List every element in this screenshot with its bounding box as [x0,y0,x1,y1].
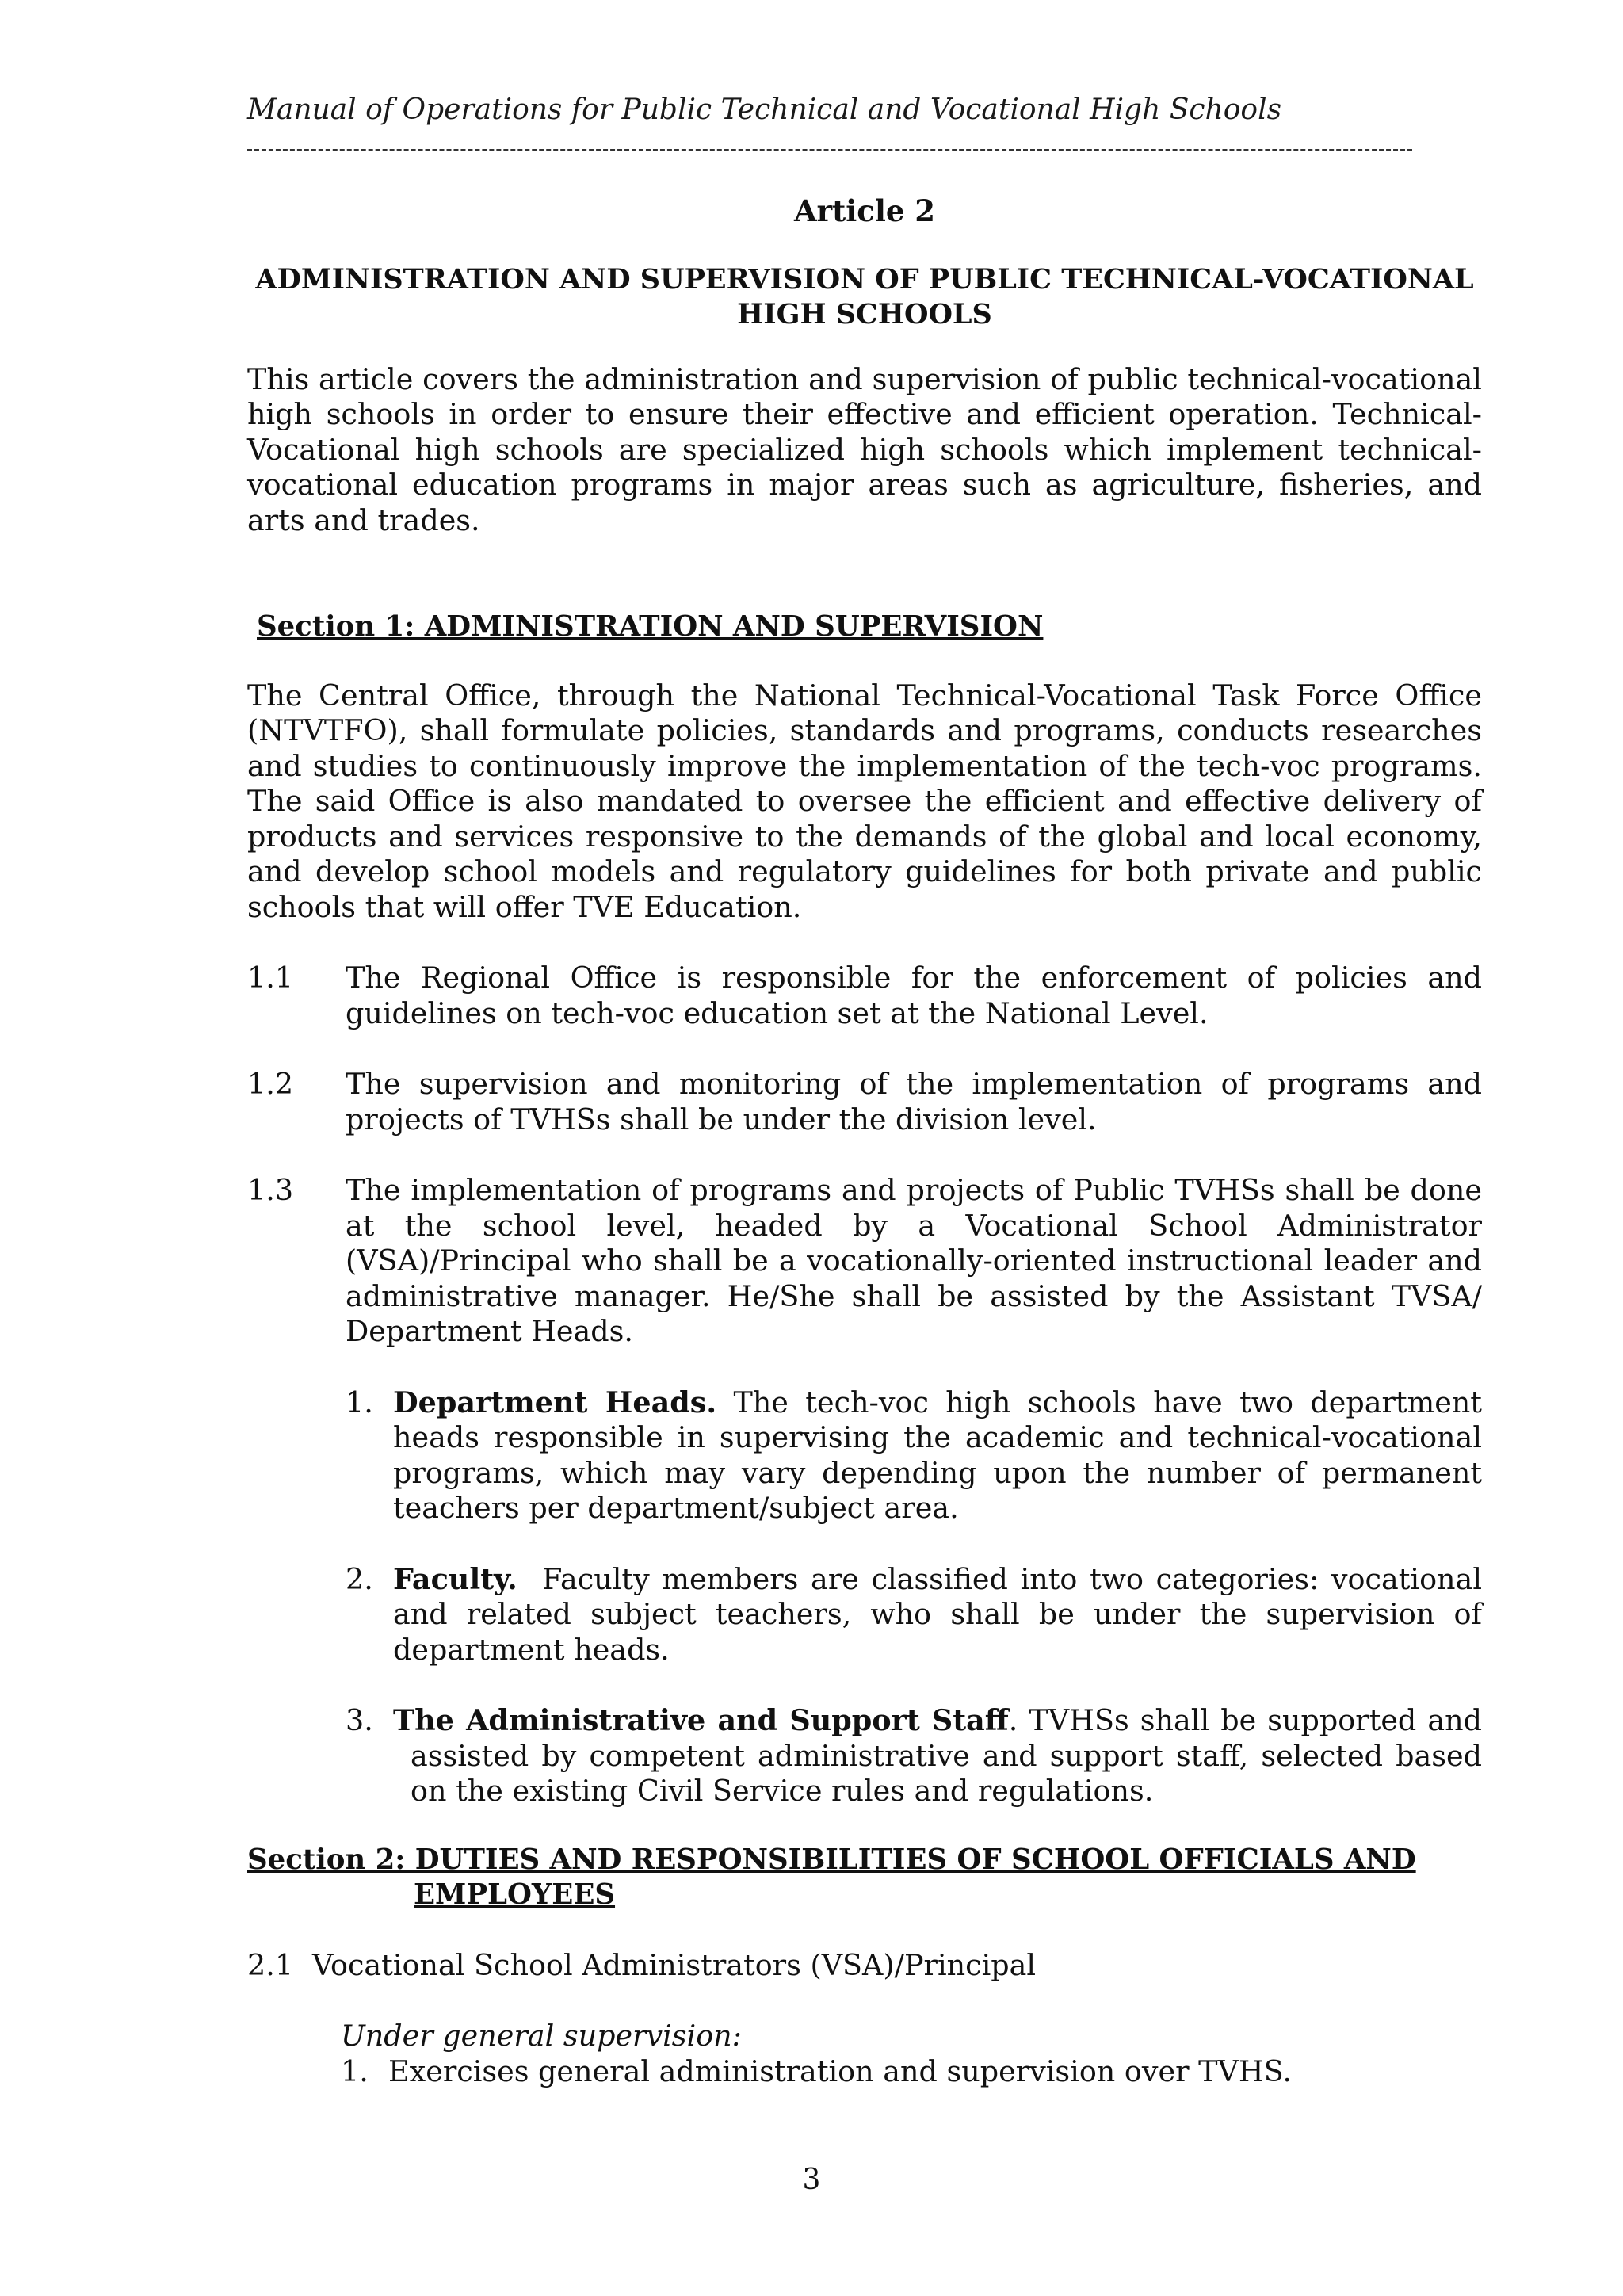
sub-item-label: Department Heads. [393,1385,717,1419]
sub-item-label: The Administrative and Support Staff [393,1703,1009,1737]
sub-item-number: 3. [346,1703,373,1737]
section1-heading: Section 1: ADMINISTRATION AND SUPERVISION [257,610,1044,643]
section1-paragraph: The Central Office, through the National Technical-Vocational Task Force Office (NTVTFO), shall formulate policies, standards and programs, conducts researches and studies to continuously improve the implementation of the tech-voc programs. The said Office is also mandated to oversee the efficient and effective delivery of products and services responsive to the demands of the global and local economy, and develop school models and regulatory guidelines for both private and public schools that will offer TVE Education. [247,678,1482,924]
subsection-number: 2.1 [247,1947,294,1982]
list-item-number: 1.2 [247,1067,294,1101]
sub-item-number: 2. [346,1561,373,1596]
duty-number: 1. [341,2053,369,2088]
sub-list-item [346,1385,1482,1526]
sub-list [346,1385,1491,1809]
sub-list-item [346,1561,1491,1668]
header-divider [247,149,1412,151]
sub-list-item [346,1703,1482,1809]
list-item-number: 1.3 [247,1173,294,1207]
duty-item [247,2054,1482,2090]
sub-item-body: Faculty members are classified into two categories: vocational and related subject teachers, who shall be under the supervision of department heads. [393,1561,1491,1667]
list-item-number: 1.1 [247,961,294,995]
section2-heading [247,1843,1482,1912]
sub-item-text [393,1561,1491,1668]
article-title-line2: HIGH SCHOOLS [737,297,992,330]
list-item-text: The Regional Office is responsible for the enforcement of policies and guidelines on tech-voc education set at the National Level. [346,961,1482,1030]
running-header: Manual of Operations for Public Technical and Vocational High Schools [247,94,1282,126]
duty-text: Exercises general administration and supervision over TVHS. [388,2053,1293,2088]
subsection-2-1 [247,1948,1482,1984]
under-supervision-label: Under general supervision: [341,2019,742,2053]
list-item [247,1067,1482,1137]
article-intro: This article covers the administration and supervision of public technical-vocational high schools in order to ensure their effective and efficient operation. Technical-Vocational high schools are specialized high schools which implement technical-vocational education programs in major areas such as agriculture, fisheries, and arts and trades. [247,361,1482,537]
subsection-title: Vocational School Administrators (VSA)/Principal [312,1947,1037,1982]
section2-heading-line2: EMPLOYEES [414,1878,616,1911]
list-item-text: The supervision and monitoring of the implementation of programs and projects of TVHSs shall be under the division level. [346,1067,1482,1137]
article-title [247,262,1482,332]
sub-item-label: Faculty. [393,1561,517,1596]
list-item [247,961,1482,1031]
list-item [247,1173,1482,1350]
article-title-line1: ADMINISTRATION AND SUPERVISION OF PUBLIC TECHNICAL-VOCATIONAL [255,262,1474,296]
sub-item-number: 1. [346,1385,373,1419]
page-number: 3 [802,2164,821,2196]
list-item-text: The implementation of programs and projects of Public TVHSs shall be done at the school level, headed by a Vocational School Administrator (VSA)/Principal who shall be a vocationally-oriented instructional leader and administrative manager. He/She shall be assisted by the Assistant TVSA/ Department Heads. [346,1173,1482,1348]
body-column [247,190,1491,2089]
section2-heading-line1: Section 2: DUTIES AND RESPONSIBILITIES OF SCHOOL OFFICIALS AND [247,1843,1416,1876]
article-number: Article 2 [793,193,936,228]
sub-item-text [393,1703,1482,1809]
sub-item-text [393,1385,1482,1526]
sub-item-body: . TVHSs shall be supported and assisted by competent administrative and support staff, selected based on the existing Civil Service rules and regulations. [411,1703,1482,1808]
sub-item-body: The tech-voc high schools have two department heads responsible in supervising the academic and technical-vocational programs, which may vary depending upon the number of permanent teachers per department/subject area. [393,1385,1482,1525]
